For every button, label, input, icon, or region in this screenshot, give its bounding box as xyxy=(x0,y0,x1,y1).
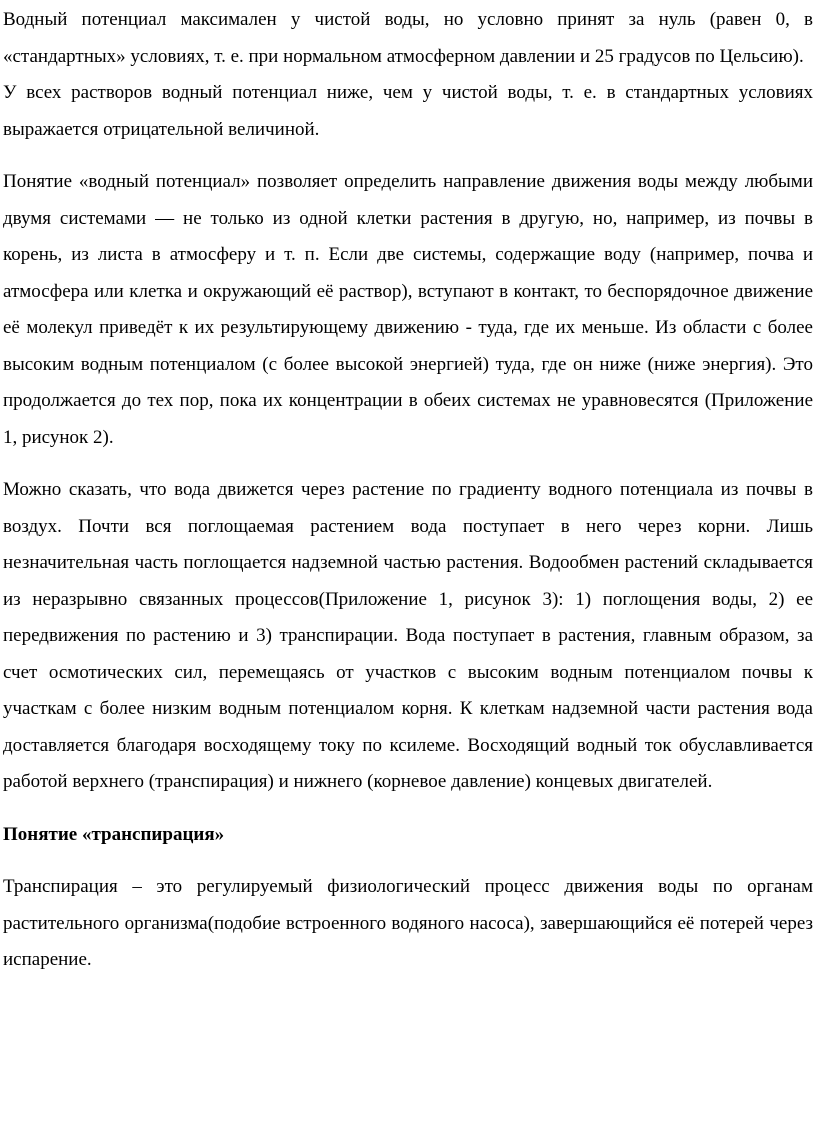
paragraph-water-movement: Можно сказать, что вода движется через растение по градиенту водного потенциала из почвы в воздух. Почти вся поглощаемая растением вода поступает в него через корни. Лишь незначительная часть поглощается надземной частью растения. Водообмен растений складывается из неразрывно связанных процессов(Приложение 1, рисунок 3): 1) поглощения воды, 2) ее передвижения по растению и 3) транспирации. Вода поступает в растения, главным образом, за счет осмотических сил, перемещаясь от участков с высоким водным потенциалом почвы к участкам с более низким водным потенциалом корня. К клеткам надземной части растения вода доставляется благодаря восходящему току по ксилеме. Восходящий водный ток обуславливается работой верхнего (транспирация) и нижнего (корневое давление) концевых двигателей. xyxy=(3,479,813,792)
paragraph-water-potential-max: Водный потенциал максимален у чистой воды, но условно принят за нуль (равен 0, в «стандартных» условиях, т. е. при нормальном атмосферном давлении и 25 градусов по Цельсию). xyxy=(3,9,813,67)
section-heading-transpiration: Понятие «транспирация» xyxy=(3,823,225,845)
paragraph-transpiration-definition: Транспирация – это регулируемый физиологический процесс движения воды по органам растительного организма(подобие встроенного водяного насоса), завершающийся её потерей через испарение. xyxy=(3,876,813,970)
paragraph-water-potential-concept: Понятие «водный потенциал» позволяет определить направление движения воды между любыми двумя системами — не только из одной клетки растения в другую, но, например, из почвы в корень, из листа в атмосферу и т. п. Если две системы, содержащие воду (например, почва и атмосфера или клетка и окружающий её раствор), вступают в контакт, то беспорядочное движение её молекул приведёт к их результирующему движению - туда, где их меньше. Из области с более высоким водным потенциалом (с более высокой энергией) туда, где он ниже (ниже энергия). Это продолжается до тех пор, пока их концентрации в обеих системах не уравновесятся (Приложение 1, рисунок 2). xyxy=(3,171,813,448)
paragraph-solutions-potential: У всех растворов водный потенциал ниже, чем у чистой воды, т. е. в стандартных условиях выражается отрицательной величиной. xyxy=(3,82,813,140)
